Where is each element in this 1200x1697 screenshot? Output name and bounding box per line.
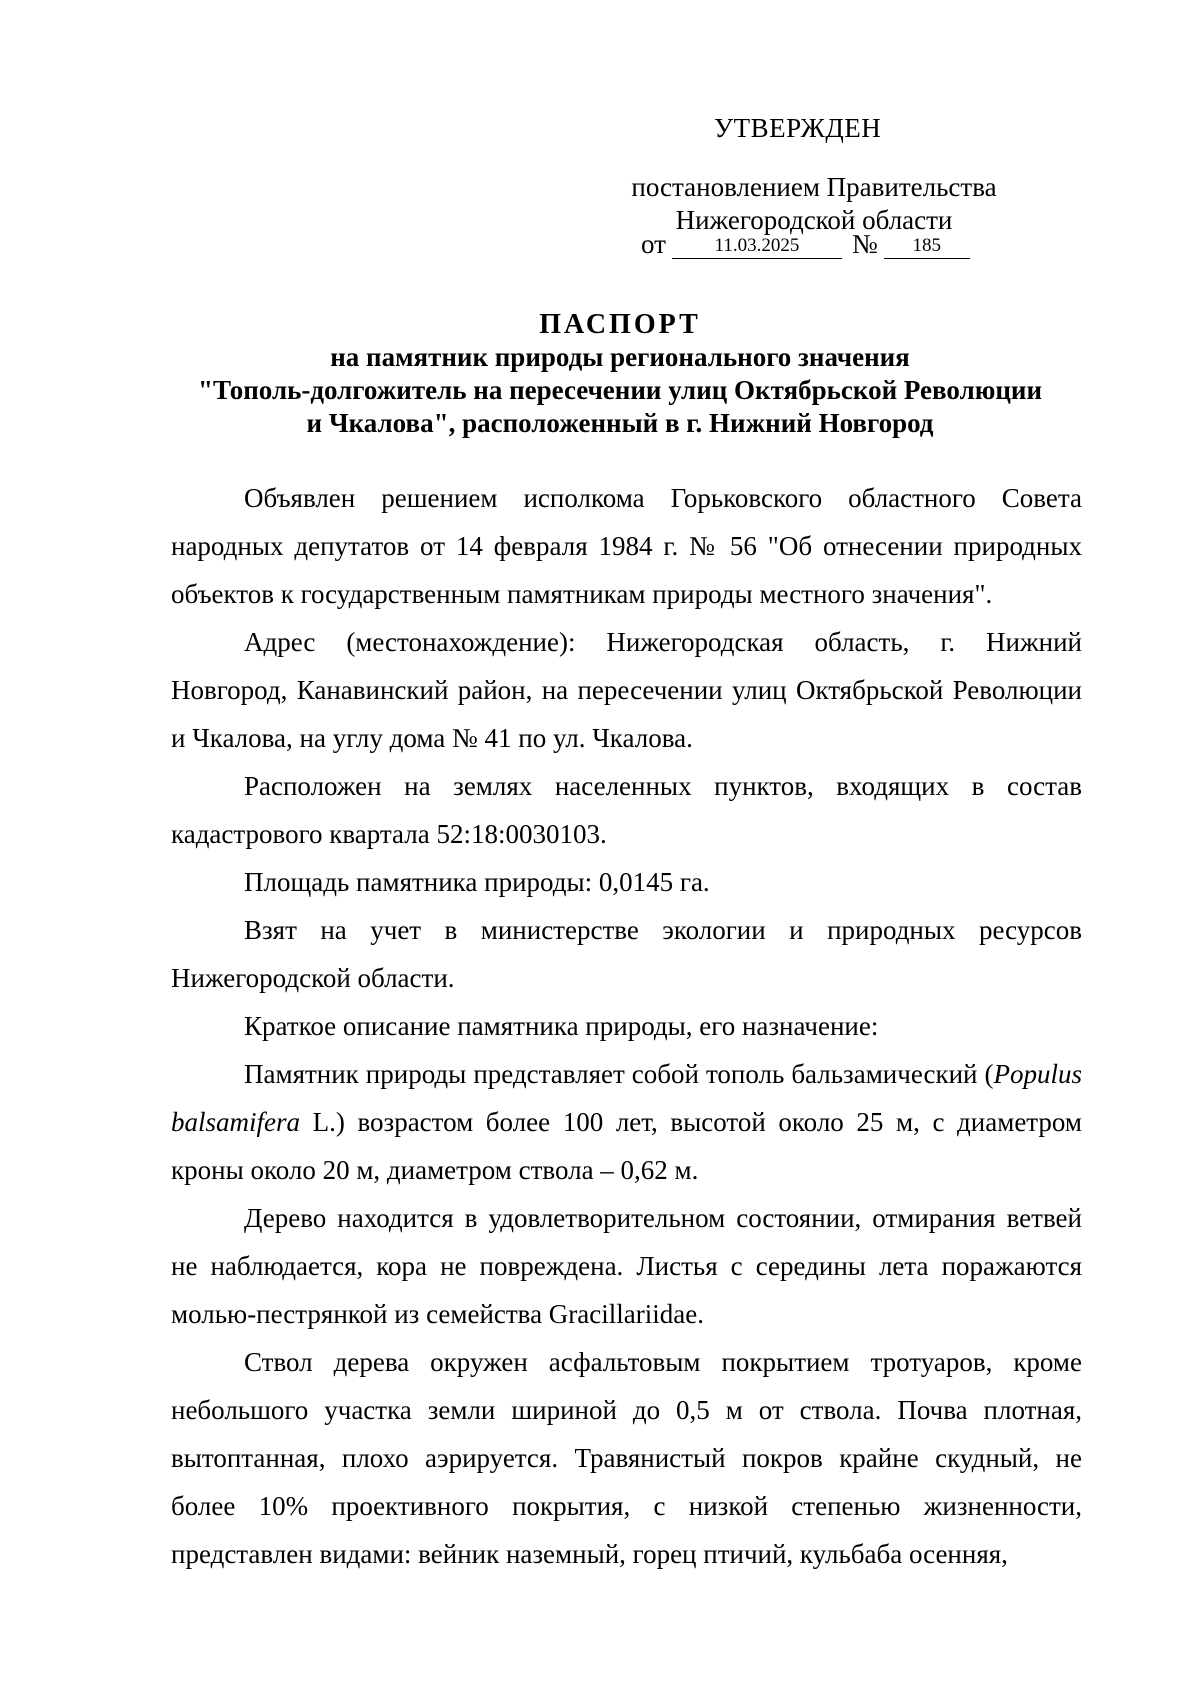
species-latin-name: Populus balsamifera: [171, 1059, 1082, 1137]
from-label: от: [641, 229, 666, 259]
document-body: [171, 474, 1082, 1578]
description-text-start: Памятник природы представляет собой тополь бальзамический (: [244, 1059, 994, 1089]
approval-date-line: [641, 228, 970, 261]
document-title: [160, 308, 1080, 440]
approval-stamp: [614, 112, 1014, 237]
number-label: №: [851, 229, 878, 259]
paragraph-condition: Дерево находится в удовлетворительном состоянии, отмирания ветвей не наблюдается, кора не повреждена. Листья с середины лета поражаются молью-пестрянкой из семейства Gracillariidae.: [171, 1203, 1082, 1329]
approved-heading: УТВЕРЖДЕН: [714, 113, 882, 143]
paragraph-address: Адрес (местонахождение): Нижегородская область, г. Нижний Новгород, Канавинский район, на пересечении улиц Октябрьской Революции и Чкалова, на углу дома № 41 по ул. Чкалова.: [171, 627, 1082, 753]
approval-number: 185: [884, 234, 970, 259]
paragraph-declared: Объявлен решением исполкома Горьковского областного Совета народных депутатов от 14 февраля 1984 г. № 56 "Об отнесении природных объектов к государственным памятникам природы местного значения".: [171, 483, 1082, 609]
approval-line-1: постановлением Правительства: [631, 172, 997, 202]
paragraph-description: [171, 1050, 1082, 1194]
title-line-2: "Тополь-долгожитель на пересечении улиц Октябрьской Революции: [197, 375, 1043, 405]
paragraph-location: Расположен на землях населенных пунктов, входящих в состав кадастрового квартала 52:18:0030103.: [171, 771, 1082, 849]
approval-date: 11.03.2025: [672, 234, 842, 259]
title-passport: ПАСПОРТ: [539, 309, 701, 340]
approval-line-2: Нижегородской области: [675, 205, 953, 235]
title-line-1: на памятник природы регионального значения: [330, 342, 910, 372]
description-text-end: L.) возрастом более 100 лет, высотой около 25 м, с диаметром кроны около 20 м, диаметром ствола – 0,62 м.: [171, 1107, 1082, 1185]
paragraph-registration: Взят на учет в министерстве экологии и природных ресурсов Нижегородской области.: [171, 915, 1082, 993]
paragraph-surroundings: Ствол дерева окружен асфальтовым покрытием тротуаров, кроме небольшого участка земли шириной до 0,5 м от ствола. Почва плотная, вытоптанная, плохо аэрируется. Травянистый покров крайне скудный, не более 10% проективного покрытия, с низкой степенью жизненности, представлен видами: вейник наземный, горец птичий, кульбаба осенняя,: [171, 1347, 1082, 1569]
paragraph-description-heading: Краткое описание памятника природы, его назначение:: [244, 1011, 879, 1041]
paragraph-area: Площадь памятника природы: 0,0145 га.: [244, 867, 710, 897]
title-line-3: и Чкалова", расположенный в г. Нижний Новгород: [306, 408, 934, 438]
